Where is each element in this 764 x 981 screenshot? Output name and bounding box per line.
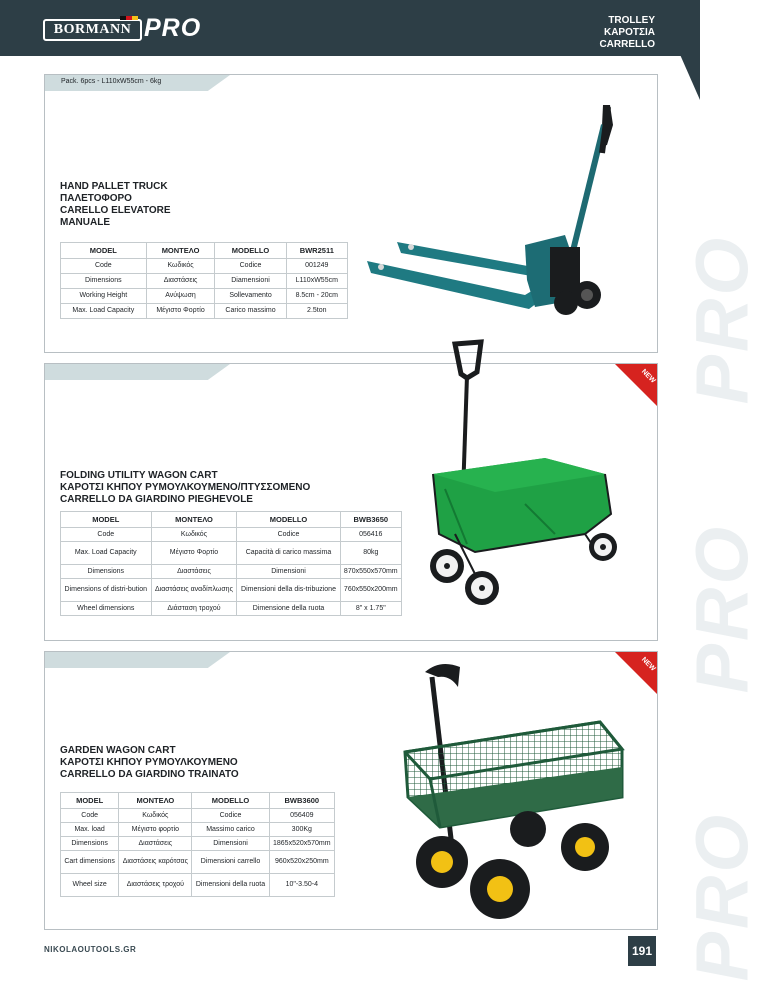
table-cell: Wheel size xyxy=(61,874,119,897)
table-cell: Capacità di carico massima xyxy=(237,542,340,565)
title-line: CARELLO ELEVATORE xyxy=(60,205,171,216)
table-cell: Max. Load Capacity xyxy=(61,304,147,319)
header-corner-decoration xyxy=(656,0,700,100)
title-line: CARRELLO DA GIARDINO PIEGHEVOLE xyxy=(60,494,253,505)
table-cell: 8.5cm - 20cm xyxy=(286,289,347,304)
flag-stripe xyxy=(120,16,138,20)
spec-table xyxy=(60,792,335,897)
table-cell: Κωδικός xyxy=(151,528,237,542)
table-cell: Dimensions xyxy=(61,837,119,851)
new-badge-label: NEW xyxy=(639,368,657,385)
category-line-en: TROLLEY xyxy=(608,15,655,26)
category-line-el: ΚΑΡΟΤΣΙΑ xyxy=(603,27,655,38)
table-cell: Κωδικός xyxy=(119,809,192,823)
table-cell: Διαστάσεις xyxy=(146,274,215,289)
table-cell: Dimensioni xyxy=(192,837,269,851)
product-title xyxy=(60,470,310,506)
table-cell: Ανύψωση xyxy=(146,289,215,304)
col-header: BWB3600 xyxy=(269,793,334,809)
table-cell: Μέγιστο φορτίο xyxy=(119,823,192,837)
col-header: MODEL xyxy=(61,243,147,259)
spec-table xyxy=(60,511,402,616)
table-cell: Dimensioni della dis-tribuzione xyxy=(237,579,340,602)
category-label xyxy=(599,15,655,51)
table-cell: 760x550x200mm xyxy=(340,579,401,602)
pro-watermark: PRO xyxy=(680,812,763,981)
folding-wagon-image xyxy=(415,334,645,624)
table-cell: Working Height xyxy=(61,289,147,304)
brand-logo: BORMANN xyxy=(43,19,142,41)
spec-table xyxy=(60,242,348,319)
table-cell: Code xyxy=(61,259,147,274)
pro-watermark: PRO xyxy=(680,235,763,405)
table-cell: Codice xyxy=(215,259,286,274)
new-badge-label: NEW xyxy=(639,656,657,673)
col-header: ΜΟΝΤΕΛΟ xyxy=(151,512,237,528)
table-cell: 960x520x250mm xyxy=(269,851,334,874)
category-line-it: CARRELLO xyxy=(599,39,655,50)
col-header: MODEL xyxy=(61,512,152,528)
table-cell: Max. Load Capacity xyxy=(61,542,152,565)
product-title xyxy=(60,181,171,229)
table-cell: Dimensioni della ruota xyxy=(192,874,269,897)
table-cell: Dimensione della ruota xyxy=(237,602,340,616)
table-cell: Diamensioni xyxy=(215,274,286,289)
table-cell: Μέγιστο Φορτίο xyxy=(146,304,215,319)
col-header: MODELLO xyxy=(237,512,340,528)
pallet-truck-image xyxy=(355,95,625,335)
garden-wagon-image xyxy=(360,657,645,927)
col-header: MODELLO xyxy=(215,243,286,259)
title-line: CARRELLO DA GIARDINO TRAINATO xyxy=(60,769,239,780)
table-cell: Διαστάσεις xyxy=(119,837,192,851)
title-line: FOLDING UTILITY WAGON CART xyxy=(60,470,218,481)
title-line: ΠΑΛΕΤΟΦΟΡΟ xyxy=(60,193,132,204)
pack-info-text: Pack. 6pcs - L110xW55cm - 6kg xyxy=(61,78,162,85)
table-cell: Code xyxy=(61,809,119,823)
table-cell: Διαστάσεις αναδίπλωσης xyxy=(151,579,237,602)
table-cell: L110xW55cm xyxy=(286,274,347,289)
table-cell: 8" x 1.75" xyxy=(340,602,401,616)
table-cell: Dimensions of distri-bution xyxy=(61,579,152,602)
table-cell: Carico massimo xyxy=(215,304,286,319)
title-line: GARDEN WAGON CART xyxy=(60,745,176,756)
header-tab xyxy=(45,364,230,380)
table-cell: Μέγιστο Φορτίο xyxy=(151,542,237,565)
table-cell: Κωδικός xyxy=(146,259,215,274)
footer-website: NIKOLAOUTOOLS.GR xyxy=(44,945,137,954)
table-cell: Codice xyxy=(237,528,340,542)
table-cell: Dimensions xyxy=(61,274,147,289)
table-cell: 870x550x570mm xyxy=(340,565,401,579)
title-line: ΚΑΡΟΤΣΙ ΚΗΠΟΥ ΡΥΜΟΥΛΚΟΥΜΕΝΟ xyxy=(60,757,238,768)
product-title xyxy=(60,745,239,781)
table-cell: Διαστάσεις τροχού xyxy=(119,874,192,897)
title-line: MANUALE xyxy=(60,217,110,228)
header-tab xyxy=(45,652,230,668)
table-cell: Διαστάσεις xyxy=(151,565,237,579)
table-cell: Code xyxy=(61,528,152,542)
pro-watermark: PRO xyxy=(680,524,763,694)
table-cell: 300Kg xyxy=(269,823,334,837)
title-line: ΚΑΡΟΤΣΙ ΚΗΠΟΥ ΡΥΜΟΥΛΚΟΥΜΕΝΟ/ΠΤΥΣΣΟΜΕΝΟ xyxy=(60,482,311,493)
table-cell: Cart dimensions xyxy=(61,851,119,874)
table-cell: Sollevamento xyxy=(215,289,286,304)
page-number: 191 xyxy=(628,936,656,966)
col-header: ΜΟΝΤΕΛΟ xyxy=(146,243,215,259)
product-card-folding-wagon xyxy=(44,363,763,694)
col-header: MODELLO xyxy=(192,793,269,809)
table-cell: Dimensioni xyxy=(237,565,340,579)
table-cell: Dimensions xyxy=(61,565,152,579)
col-header: ΜΟΝΤΕΛΟ xyxy=(119,793,192,809)
table-cell: Max. load xyxy=(61,823,119,837)
table-cell: 1865x520x570mm xyxy=(269,837,334,851)
col-header: MODEL xyxy=(61,793,119,809)
table-cell: Wheel dimensions xyxy=(61,602,152,616)
table-cell: 001249 xyxy=(286,259,347,274)
table-cell: Διαστάσεις καρότσας xyxy=(119,851,192,874)
brand-pro-logo: PRO xyxy=(144,14,202,42)
title-line: HAND PALLET TRUCK xyxy=(60,181,168,192)
table-cell: Codice xyxy=(192,809,269,823)
table-cell: 2.5ton xyxy=(286,304,347,319)
table-cell: Διάσταση τροχού xyxy=(151,602,237,616)
table-cell: 056416 xyxy=(340,528,401,542)
col-header: BWB3650 xyxy=(340,512,401,528)
table-cell: 10"-3.50-4 xyxy=(269,874,334,897)
table-cell: Massimo carico xyxy=(192,823,269,837)
table-cell: 056409 xyxy=(269,809,334,823)
col-header: BWR2511 xyxy=(286,243,347,259)
table-cell: Dimensioni carrello xyxy=(192,851,269,874)
table-cell: 80kg xyxy=(340,542,401,565)
